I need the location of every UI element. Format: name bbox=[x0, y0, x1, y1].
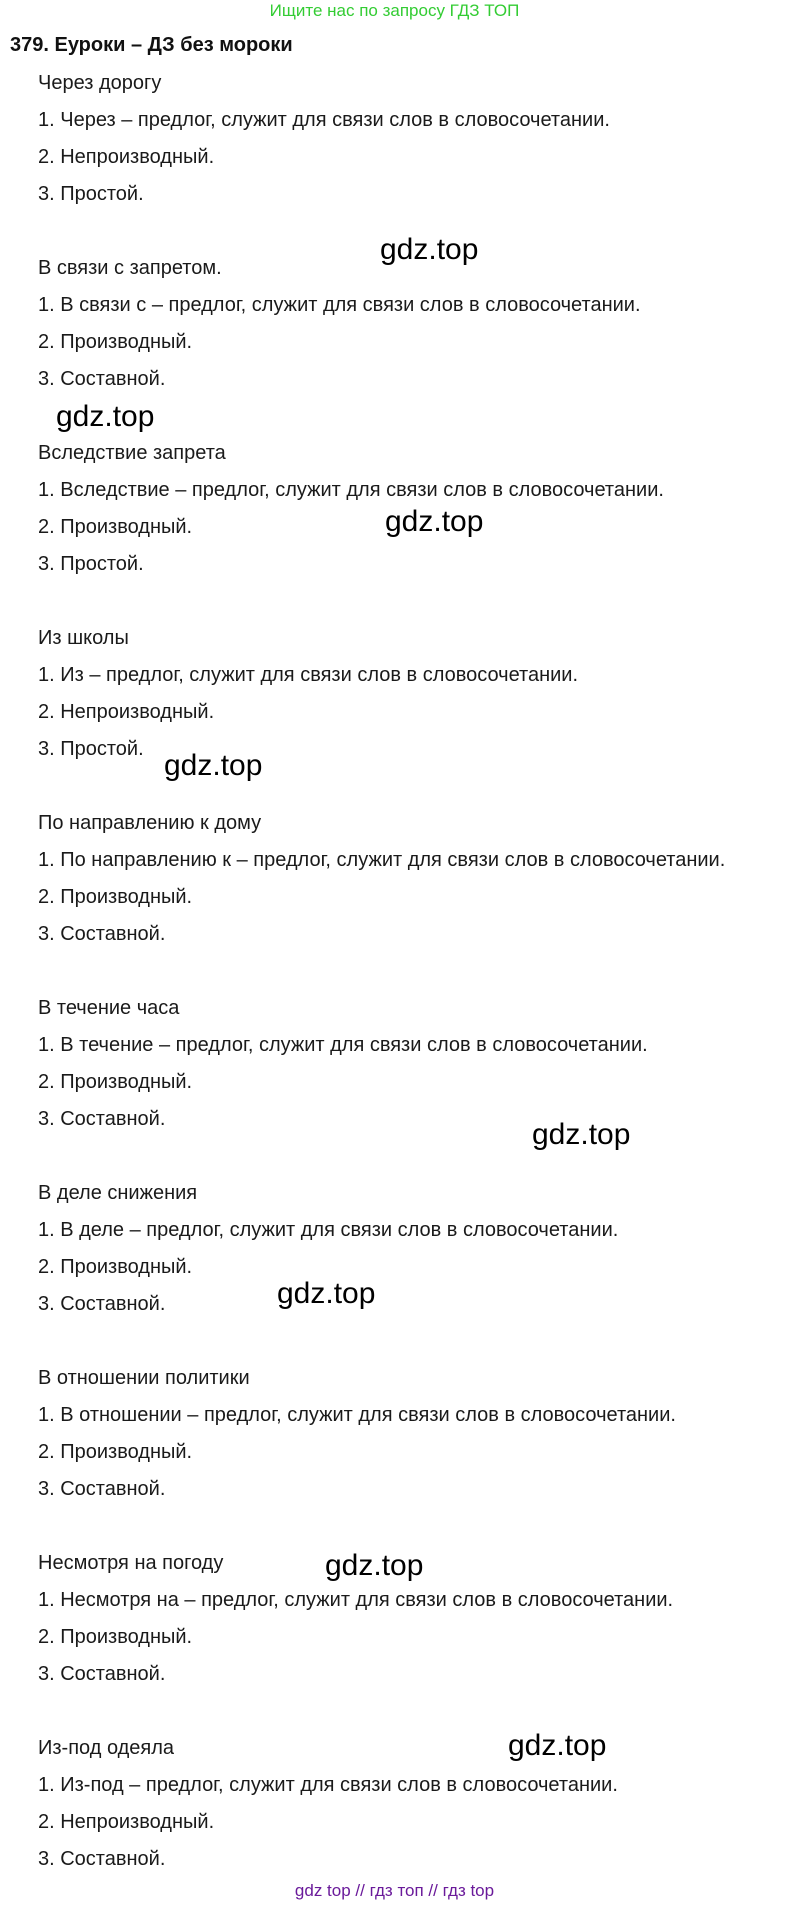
section-line: 2. Производный. bbox=[38, 886, 193, 908]
watermark: gdz.top bbox=[380, 233, 479, 266]
section-line: 3. Составной. bbox=[38, 368, 166, 390]
section-heading: Вследствие запрета bbox=[38, 442, 226, 464]
section-line: 1. Из-под – предлог, служит для связи слов в словосочетании. bbox=[38, 1774, 618, 1796]
section-line: 1. В связи с – предлог, служит для связи слов в словосочетании. bbox=[38, 294, 641, 316]
section-line: 2. Производный. bbox=[38, 331, 193, 353]
section-line: 3. Составной. bbox=[38, 1848, 166, 1870]
section-line: 1. Через – предлог, служит для связи слов в словосочетании. bbox=[38, 109, 610, 131]
section-line: 3. Составной. bbox=[38, 1478, 166, 1500]
top-banner: Ищите нас по запросу ГДЗ ТОП bbox=[269, 1, 520, 20]
section-line: 2. Производный. bbox=[38, 516, 193, 538]
watermark: gdz.top bbox=[532, 1118, 631, 1151]
section-line: 3. Простой. bbox=[38, 738, 144, 760]
section-heading: Через дорогу bbox=[38, 72, 162, 94]
section-heading: В течение часа bbox=[38, 997, 180, 1019]
section-line: 3. Простой. bbox=[38, 553, 144, 575]
section-line: 1. В течение – предлог, служит для связи слов в словосочетании. bbox=[38, 1034, 648, 1056]
section-line: 3. Составной. bbox=[38, 923, 166, 945]
section-line: 1. В отношении – предлог, служит для связи слов в словосочетании. bbox=[38, 1404, 676, 1426]
footer-links[interactable]: gdz top // гдз топ // гдз top bbox=[294, 1881, 495, 1900]
section-line: 2. Производный. bbox=[38, 1071, 193, 1093]
section-line: 1. По направлению к – предлог, служит для связи слов в словосочетании. bbox=[38, 849, 726, 871]
section-heading: В деле снижения bbox=[38, 1182, 198, 1204]
section-heading: Из-под одеяла bbox=[38, 1737, 175, 1759]
section-line: 3. Составной. bbox=[38, 1293, 166, 1315]
watermark: gdz.top bbox=[385, 505, 484, 538]
section-heading: В отношении политики bbox=[38, 1367, 250, 1389]
section-line: 3. Простой. bbox=[38, 183, 144, 205]
section-line: 1. Из – предлог, служит для связи слов в словосочетании. bbox=[38, 664, 579, 686]
section-heading: В связи с запретом. bbox=[38, 257, 222, 279]
section-line: 1. Вследствие – предлог, служит для связи слов в словосочетании. bbox=[38, 479, 664, 501]
section-line: 2. Непроизводный. bbox=[38, 1811, 215, 1833]
section-line: 2. Непроизводный. bbox=[38, 701, 215, 723]
section-line: 3. Составной. bbox=[38, 1108, 166, 1130]
watermark: gdz.top bbox=[325, 1549, 424, 1582]
section-line: 2. Производный. bbox=[38, 1256, 193, 1278]
watermark: gdz.top bbox=[56, 400, 155, 433]
watermark: gdz.top bbox=[277, 1277, 376, 1310]
section-heading: По направлению к дому bbox=[38, 812, 262, 834]
section-line: 1. В деле – предлог, служит для связи слов в словосочетании. bbox=[38, 1219, 619, 1241]
section-line: 2. Производный. bbox=[38, 1441, 193, 1463]
section-line: 1. Несмотря на – предлог, служит для связи слов в словосочетании. bbox=[38, 1589, 674, 1611]
watermark: gdz.top bbox=[164, 749, 263, 782]
task-title: 379. Еуроки – ДЗ без мороки bbox=[10, 34, 293, 56]
section-line: 2. Непроизводный. bbox=[38, 146, 215, 168]
section-heading: Несмотря на погоду bbox=[38, 1552, 224, 1574]
section-heading: Из школы bbox=[38, 627, 129, 649]
section-line: 3. Составной. bbox=[38, 1663, 166, 1685]
watermark: gdz.top bbox=[508, 1729, 607, 1762]
section-line: 2. Производный. bbox=[38, 1626, 193, 1648]
